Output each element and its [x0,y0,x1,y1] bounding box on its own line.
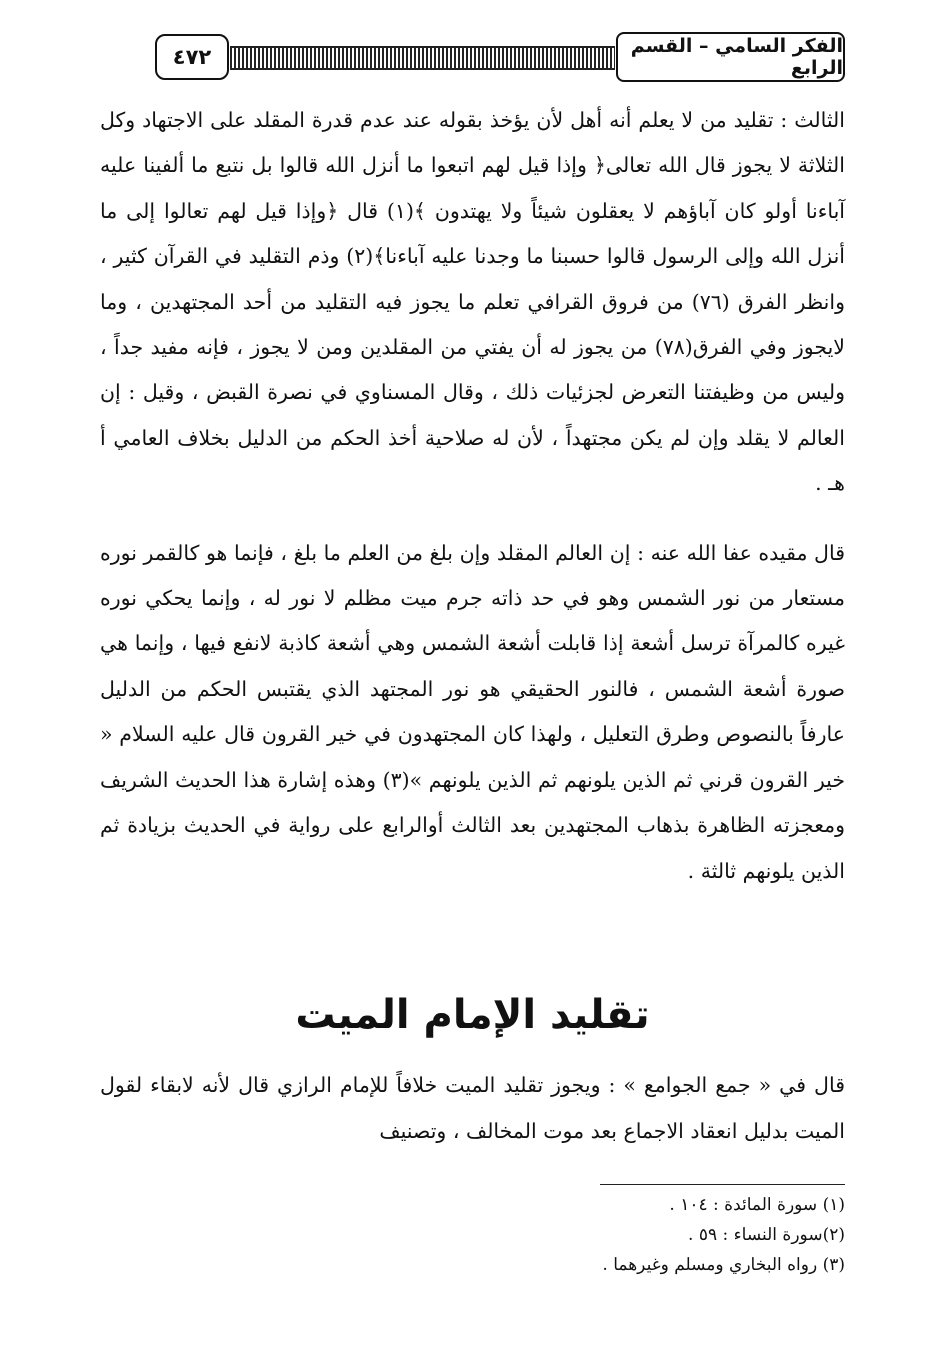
footnotes [100,1190,845,1280]
page-number: ٤٧٢ [155,34,229,80]
paragraph-2: قال مقيده عفا الله عنه : إن العالم المقلد وإن بلغ من العلم ما بلغ ، فإنما هو كالقمر نوره مستعار من نور الشمس وهو في حد ذاته جرم ميت مظلم لا نور له ، وإنما يحكي نوره غيره كالمرآة ترسل أشعة إذا قابلت أشعة الشمس وهي أشعة كاذبة لانفع فيها ، وإنما هي صورة أشعة الشمس ، فالنور الحقيقي هو نور المجتهد الذي يقتبس الحكم من الدليل عارفاً بالنصوص وطرق التعليل ، ولهذا كان المجتهدون في خير القرون قال عليه السلام « خير القرون قرني ثم الذين يلونهم ثم الذين يلونهم »(٣) وهذه إشارة هذا الحديث الشريف ومعجزته الظاهرة بذهاب المجتهدين بعد الثالث أوالرابع على رواية في الحديث بزيادة ثم الذين يلونهم ثالثة . [100,540,845,883]
section-text [100,1062,845,1154]
section-heading: تقليد الإمام الميت [295,992,650,1038]
header-decorative-rule [230,46,615,70]
running-title: الفكر السامي – القسم الرابع [616,32,845,82]
page-header [100,30,845,90]
paragraph-1: الثالث : تقليد من لا يعلم أنه أهل لأن يؤخذ بقوله عند عدم قدرة المقلد على الاجتهاد وكل الثلاثة لا يجوز قال الله تعالى﴿ وإذا قيل لهم اتبعوا ما أنزل الله قالوا بل نتبع ما ألفينا عليه آباءنا أولو كان آباؤهم لا يعقلون شيئاً ولا يهتدون ﴾(١) قال ﴿وإذا قيل لهم تعالوا إلى ما أنزل الله وإلى الرسول قالوا حسبنا ما وجدنا عليه آباءنا﴾(٢) وذم التقليد في القرآن كثير ، وانظر الفرق (٧٦) من فروق القرافي تعلم ما يجوز فيه التقليد من أحد المجتهدين ، وما لايجوز وفي الفرق(٧٨) من يجوز له أن يفتي من المقلدين ومن لا يجوز ، فإنه مفيد جداً ، وليس من وظيفتنا التعرض لجزئيات ذلك ، وقال المسناوي في نصرة القبض ، وقيل : إن العالم لا يقلد وإن لم يكن مجتهداً ، لأن له صلاحية أخذ الحكم من الدليل بخلاف العامي أ هـ . [100,108,846,496]
footnote-1: (١) سورة المائدة : ١٠٤ . [669,1195,845,1215]
footnote-3: (٣) رواه البخاري ومسلم وغيرهما . [602,1255,845,1275]
main-text [100,98,845,894]
footnote-2: (٢)سورة النساء : ٥٩ . [688,1225,845,1245]
section-paragraph: قال في « جمع الجوامع » : ويجوز تقليد الميت خلافاً للإمام الرازي قال لأنه لابقاء لقول الميت بدليل انعقاد الاجماع بعد موت المخالف ، وتصنيف [100,1073,845,1143]
footnote-separator [600,1184,845,1185]
